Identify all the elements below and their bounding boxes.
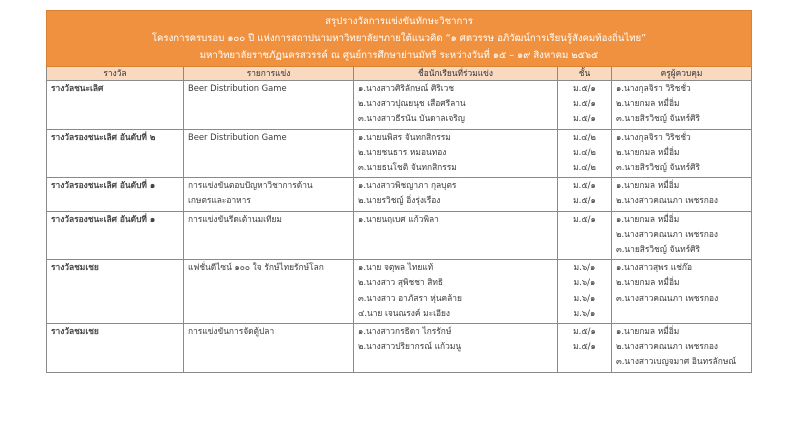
students-cell (354, 178, 558, 211)
teacher-name: ๑.นางกุลจิรา วิริชชั่ว (616, 131, 691, 142)
grade-value: ม.๕/๑ (573, 195, 596, 206)
title-line-1: สรุปรางวัลการแข่งขันทักษะวิชาการ (325, 16, 473, 27)
grade-value: ม.๖/๑ (573, 277, 596, 288)
teacher-name: ๑.นายกมล หมื่อิ่ม (616, 180, 680, 191)
teacher-name: ๓.นายสิรวิชญ์ จันทร์ศิริ (616, 162, 700, 173)
teachers-cell (612, 129, 752, 178)
grade-cell (558, 178, 612, 211)
students-cell (354, 81, 558, 130)
award-rows (47, 81, 752, 373)
award-label: รางวัลรองชนะเลิศ อันดับที่ ๑ (51, 213, 156, 224)
grade-value: ม.๕/๑ (573, 180, 596, 191)
award-cell (47, 260, 184, 324)
event-line: การแข่งขันการจัดตู้ปลา (188, 326, 275, 337)
event-line: Beer Distribution Game (188, 131, 287, 142)
table-row (47, 211, 752, 260)
grade-value: ม.๖/๑ (573, 292, 596, 303)
grade-value: ม.๕/๑ (573, 98, 596, 109)
teachers-cell (612, 324, 752, 373)
teacher-name: ๓.นางสาวเบญจมาศ อินทรลักษณ์ (616, 356, 737, 367)
student-name: ๒.นายชนธาร หมอนทอง (358, 146, 447, 157)
title-line-3: มหาวิทยาลัยราชภัฏนครสวรรค์ ณ ศูนย์การศึกษาย่านมัทรี ระหว่างวันที่ ๑๕ – ๑๙ สิงหาคม ๒๕๖๕ (199, 50, 599, 61)
award-cell (47, 324, 184, 373)
teacher-name: ๒.นายกมล หมื่อิ่ม (616, 146, 680, 157)
event-cell (184, 324, 354, 373)
grade-value: ม.๕/๑ (573, 113, 596, 124)
header-teachers: ครูผู้ควบคุม (612, 67, 752, 81)
grade-cell (558, 129, 612, 178)
student-name: ๓.นายธนโชติ จันทกสิกรรม (358, 162, 457, 173)
table-row (47, 81, 752, 130)
teacher-name: ๒.นางสาวคณนภา เพชรกอง (616, 341, 718, 352)
award-label: รางวัลชมเชย (51, 262, 99, 273)
teacher-name: ๒.นายกมล หมื่อิ่ม (616, 98, 680, 109)
student-name: ๒.นางสาวปริยากรณ์ แก้วมนู (358, 341, 462, 352)
event-line: การแข่งขันรีดเต้านมเทียม (188, 213, 282, 224)
award-label: รางวัลรองชนะเลิศ อันดับที่ ๑ (51, 180, 156, 191)
event-cell (184, 260, 354, 324)
students-cell (354, 129, 558, 178)
student-name: ๑.นายนพิสร จันทกสิกรรม (358, 131, 451, 142)
student-name: ๑.นายนฤเบศ แก้วพิลา (358, 213, 439, 224)
title-banner-cell (47, 11, 752, 67)
award-label: รางวัลรองชนะเลิศ อันดับที่ ๒ (51, 131, 156, 142)
students-cell (354, 324, 558, 373)
award-cell (47, 129, 184, 178)
student-name: ๒.นายรวิชญ์ อิ่งรุ่งเรือง (358, 195, 441, 206)
teacher-name: ๑.นายกมล หมื่อิ่ม (616, 213, 680, 224)
grade-value: ม.๔/๒ (573, 131, 596, 142)
student-name: ๑.นางสาวกรธิดา ไกรรักษ์ (358, 326, 452, 337)
student-name: ๑.นาย จตุพล ไทยแท้ (358, 262, 434, 273)
student-name: ๓.นางสาว อาภัสรา หุ่นคล้าย (358, 292, 462, 303)
event-cell (184, 178, 354, 211)
event-line: แฟชั่นดีไซน์ ๑๐๐ ใจ รักษ์ไทยรักษ์โลก (188, 262, 324, 273)
teacher-name: ๒.นางสาวคณนภา เพชรกอง (616, 195, 718, 206)
teacher-name: ๒.นายกมล หมื่อิ่ม (616, 277, 680, 288)
student-name: ๑.นางสาวพิชญาภา กุลบุตร (358, 180, 457, 191)
grade-value: ม.๔/๒ (573, 162, 596, 173)
title-line-2: โครงการครบรอบ ๑๐๐ ปี แห่งการสถาปนามหาวิทยาลัยฯภายใต้แนวคิด “๑ ศตวรรษ อภิวัฒน์การเรียนรู้สังคมท้องถิ่นไทย” (151, 33, 647, 44)
student-name: ๑.นางสาวศิริลักษณ์ ศิริเวช (358, 83, 455, 93)
teachers-cell (612, 211, 752, 260)
teacher-name: ๓.นายสิรวิชญ์ จันทร์ศิริ (616, 113, 700, 124)
table-row (47, 324, 752, 373)
student-name: ๒.นางสาว สุพิชชา สิทธิ (358, 277, 443, 288)
teacher-name: ๑.นางสาวสุพร แช่ก๊อ (616, 262, 692, 273)
header-row (47, 67, 752, 81)
event-cell (184, 211, 354, 260)
award-cell (47, 178, 184, 211)
teachers-cell (612, 178, 752, 211)
grade-cell (558, 260, 612, 324)
students-cell (354, 260, 558, 324)
event-line: การแข่งขันตอบปัญหาวิชาการด้าน (188, 180, 313, 191)
event-line: เกษตรและอาหาร (188, 195, 251, 206)
event-cell (184, 129, 354, 178)
award-cell (47, 81, 184, 130)
award-label: รางวัลชมเชย (51, 326, 99, 337)
header-students: ชื่อนักเรียนที่ร่วมแข่ง (354, 67, 558, 81)
student-name: ๓.นางสาวธีรนัน บันดาลเจริญ (358, 113, 465, 124)
header-event: รายการแข่ง (184, 67, 354, 81)
student-name: ๒.นางสาวปุณยนุช เสือศรีลาน (358, 98, 466, 109)
awards-table (46, 10, 752, 373)
award-cell (47, 211, 184, 260)
grade-value: ม.๕/๑ (573, 326, 596, 337)
summary-sheet (46, 10, 751, 373)
table-row (47, 129, 752, 178)
table-row (47, 178, 752, 211)
students-cell (354, 211, 558, 260)
header-grade: ชั้น (558, 67, 612, 81)
grade-cell (558, 211, 612, 260)
grade-value: ม.๕/๑ (573, 213, 596, 224)
award-label: รางวัลชนะเลิศ (51, 83, 104, 93)
teacher-name: ๒.นางสาวคณนภา เพชรกอง (616, 228, 718, 239)
grade-value: ม.๖/๑ (573, 307, 596, 318)
grade-value: ม.๕/๑ (573, 341, 596, 352)
teacher-name: ๑.นางกุลจิรา วิริชชั่ว (616, 83, 691, 93)
title-banner (47, 11, 752, 67)
grade-value: ม.๕/๑ (573, 83, 596, 93)
teachers-cell (612, 81, 752, 130)
grade-value: ม.๔/๒ (573, 146, 596, 157)
table-row (47, 260, 752, 324)
event-cell (184, 81, 354, 130)
teachers-cell (612, 260, 752, 324)
grade-cell (558, 81, 612, 130)
student-name: ๔.นาย เจนณรงค์ มะเอียง (358, 307, 451, 318)
teacher-name: ๑.นายกมล หมื่อิ่ม (616, 326, 680, 337)
header-award: รางวัล (47, 67, 184, 81)
teacher-name: ๓.นายสิรวิชญ์ จันทร์ศิริ (616, 244, 700, 255)
grade-cell (558, 324, 612, 373)
grade-value: ม.๖/๑ (573, 262, 596, 273)
teacher-name: ๓.นางสาวคณนภา เพชรกอง (616, 292, 719, 303)
event-line: Beer Distribution Game (188, 83, 287, 93)
